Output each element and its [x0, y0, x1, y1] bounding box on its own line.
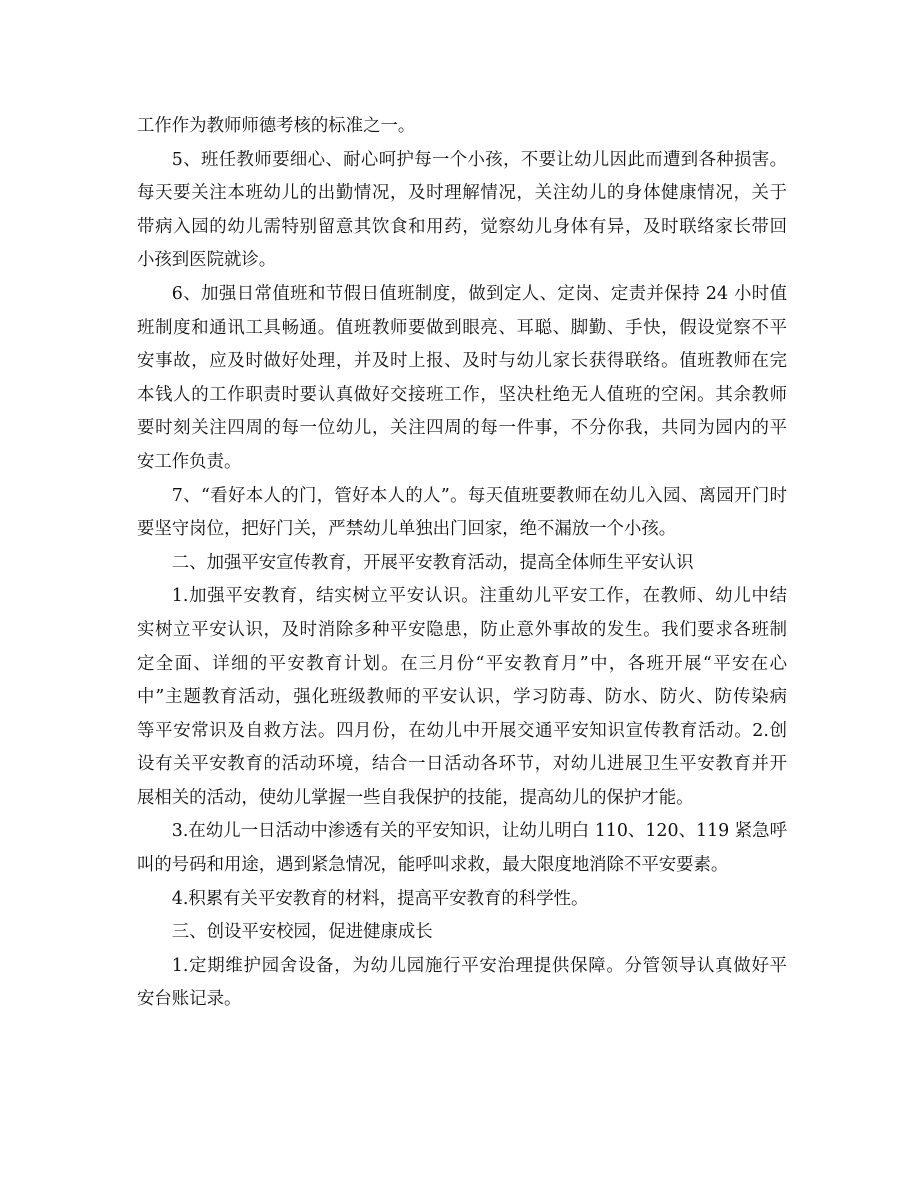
text-line: 5、班任教师要细心、耐心呵护每一个小孩，不要让幼儿因此而遭到各种损害。 — [171, 149, 787, 170]
text-line: 要坚守岗位，把好门关，严禁幼儿单独出门回家，绝不漏放一个小孩。 — [137, 519, 677, 540]
paragraph-section2-item-4 — [137, 883, 787, 917]
text-line: 安事故，应及时做好处理，并及时上报、及时与幼儿家长获得联络。值班教师在完 — [137, 351, 787, 372]
text-line: 每天要关注本班幼儿的出勤情况，及时理解情况，关注幼儿的身体健康情况，关于 — [137, 183, 787, 204]
text-line: 小孩到医院就诊。 — [137, 250, 277, 271]
text-line: 3.在幼儿一日活动中渗透有关的平安知识，让幼儿明白 110、120、119 紧急呼 — [171, 821, 787, 842]
text-line: 7、“看好本人的门，管好本人的人”。每天值班要教师在幼儿入园、离园开门时 — [171, 485, 787, 506]
text-line: 1.定期维护园舍设备，为幼儿园施行平安治理提供保障。分管领导认真做好平 — [171, 955, 787, 976]
text-line: 设有关平安教育的活动环境，结合一日活动各环节，对幼儿进展卫生平安教育并开 — [137, 754, 787, 775]
text-line: 带病入园的幼儿需特别留意其饮食和用药，觉察幼儿身体有异，及时联络家长带回 — [137, 216, 787, 237]
paragraph-section3-item-1 — [137, 950, 787, 1017]
paragraph-item-5 — [137, 144, 787, 278]
text-line: 安工作负责。 — [137, 451, 242, 472]
text-line: 1.加强平安教育，结实树立平安认识。注重幼儿平安工作，在教师、幼儿中结 — [171, 586, 787, 607]
text-line: 6、加强日常值班和节假日值班制度，做到定人、定岗、定责并保持 24 小时值 — [171, 283, 787, 304]
text-line: 叫的号码和用途，遇到紧急情况，能呼叫求救，最大限度地消除不平安要素。 — [137, 855, 729, 876]
paragraph-continuation — [137, 110, 787, 144]
text-line: 实树立平安认识，及时消除多种平安隐患，防止意外事故的发生。我们要求各班制 — [137, 619, 787, 640]
text-line: 二、加强平安宣传教育，开展平安教育活动，提高全体师生平安认识 — [171, 552, 694, 573]
text-line: 4.积累有关平安教育的材料，提高平安教育的科学性。 — [171, 888, 589, 909]
section-heading-3 — [137, 916, 787, 950]
text-line: 等平安常识及自救方法。四月份，在幼儿中开展交通平安知识宣传教育活动。2.创 — [137, 720, 787, 741]
section-heading-2 — [137, 547, 787, 581]
text-line: 中”主题教育活动，强化班级教师的平安认识，学习防毒、防水、防火、防传染病 — [137, 687, 787, 708]
text-line: 工作作为教师师德考核的标准之一。 — [137, 116, 416, 136]
text-line: 展相关的活动，使幼儿掌握一些自我保护的技能，提高幼儿的保护才能。 — [137, 787, 694, 808]
text-line: 要时刻关注四周的每一位幼儿，关注四周的每一件事，不分你我，共同为园内的平 — [137, 418, 787, 439]
text-line: 本钱人的工作职责时要认真做好交接班工作，坚决杜绝无人值班的空闲。其余教师 — [137, 384, 787, 405]
text-line: 班制度和通讯工具畅通。值班教师要做到眼亮、耳聪、脚勤、手快，假设觉察不平 — [137, 317, 787, 338]
text-line: 定全面、详细的平安教育计划。在三月份“平安教育月”中，各班开展“平安在心 — [137, 653, 787, 674]
paragraph-section2-item-1 — [137, 580, 787, 815]
paragraph-item-7 — [137, 480, 787, 547]
paragraph-item-6 — [137, 278, 787, 480]
document-body — [137, 110, 787, 1017]
text-line: 安台账记录。 — [137, 989, 242, 1010]
paragraph-section2-item-3 — [137, 815, 787, 882]
text-line: 三、创设平安校园，促进健康成长 — [171, 922, 433, 943]
